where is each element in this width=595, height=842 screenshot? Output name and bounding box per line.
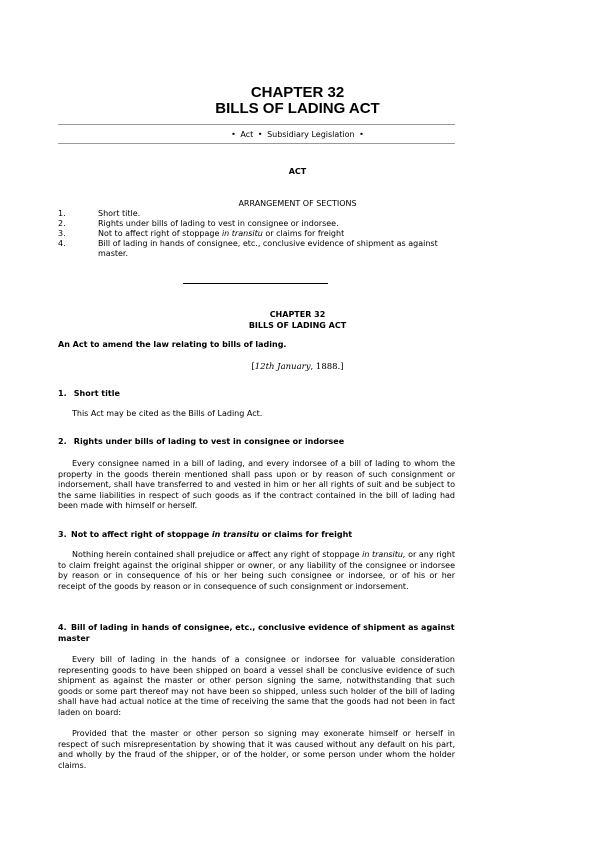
subsidiary-legislation-link[interactable]: Subsidiary Legislation	[267, 130, 355, 139]
toc-text-part: Not to affect right of stoppage	[98, 229, 222, 238]
navigation-links	[0, 130, 595, 139]
act-title: BILLS OF LADING ACT	[215, 100, 380, 117]
section-3-text	[58, 550, 455, 592]
top-divider	[58, 124, 455, 125]
toc-item[interactable]	[58, 219, 458, 229]
toc-text: Rights under bills of lading to vest in consignee or indorsee.	[98, 219, 339, 228]
section-number: 3.	[58, 530, 67, 539]
section-1-heading	[58, 389, 455, 400]
nav-bullet: •	[359, 130, 364, 139]
toc-item[interactable]	[58, 229, 458, 239]
toc-number: 2.	[58, 219, 66, 228]
toc-number: 4.	[58, 239, 66, 248]
section-1-text: This Act may be cited as the Bills of Lading Act.	[72, 409, 263, 418]
nav-bottom-divider	[58, 143, 455, 144]
section-heading-text: Not to affect right of stoppage	[71, 530, 212, 539]
section-number: 1.	[58, 389, 67, 398]
section-text-part: Nothing herein contained shall prejudice or affect any right of stoppage	[72, 550, 363, 559]
section-heading-text: Bill of lading in hands of consignee, etc., conclusive evidence of shipment as against master	[58, 623, 455, 643]
act-link[interactable]: Act	[240, 130, 254, 139]
date-rest: , 1888.]	[310, 362, 344, 372]
toc-item[interactable]	[58, 239, 458, 259]
body-chapter-title: CHAPTER 32	[269, 310, 326, 319]
toc-text	[98, 229, 458, 239]
long-title: An Act to amend the law relating to bills of lading.	[58, 340, 287, 349]
toc-item[interactable]	[58, 209, 458, 219]
toc-text-part: or claims for freight	[262, 229, 345, 238]
arrangement-title: ARRANGEMENT OF SECTIONS	[238, 199, 357, 208]
section-2-text: Every consignee named in a bill of lading, and every indorsee of a bill of lading to whom the property in the goods therein mentioned shall pass upon or by reason of such consignment or indorsement, shall have transferred to and vested in him or her all rights of suit and be subject to the same liabilities in respect of such goods as if the contract contained in the bill of lading had been made with himself or herself.	[58, 459, 455, 510]
toc-number: 1.	[58, 209, 66, 218]
section-divider	[183, 283, 328, 284]
toc-text-italic: in transitu	[221, 229, 263, 238]
section-text-part: or any right to claim freight against the original shipper or owner, or any liability of the consignee or indorsee by reason or in consequence of his or her being such consignee or indorsee, or of his or her receipt of the goods by reason or in consequence of such consignment or indorsement.	[58, 550, 455, 591]
toc-text: Bill of lading in hands of consignee, etc., conclusive evidence of shipment as against master.	[98, 239, 438, 258]
date-italic: 12th January	[254, 362, 311, 372]
section-4-heading	[58, 623, 455, 644]
section-text-italic: in transitu,	[362, 550, 406, 559]
section-number: 4.	[58, 623, 67, 632]
date-bracket: [	[251, 362, 255, 372]
section-heading-italic: in transitu	[211, 530, 260, 539]
body-act-title: BILLS OF LADING ACT	[248, 321, 347, 330]
section-2-heading	[58, 437, 455, 448]
table-of-contents	[58, 209, 458, 259]
section-heading-text: Short title	[73, 389, 120, 398]
section-4-text: Every bill of lading in the hands of a consignee or indorsee for valuable consideration representing goods to have been shipped on board a vessel shall be conclusive evidence of such shipment as against the master or other person signing the same, notwithstanding that such goods or some part thereof may not have been so shipped, unless such holder of the bill of lading shall have had actual notice at the time of receiving the same that the goods had not been in fact laden on board:	[58, 655, 455, 717]
toc-number: 3.	[58, 229, 66, 238]
act-label: ACT	[288, 167, 307, 176]
section-3-heading	[58, 530, 455, 541]
nav-bullet: •	[231, 130, 236, 139]
section-heading-text: or claims for freight	[259, 530, 353, 539]
nav-bullet: •	[257, 130, 263, 139]
section-heading-text: Rights under bills of lading to vest in consignee or indorsee	[73, 437, 345, 446]
section-4-proviso: Provided that the master or other person so signing may exonerate himself or herself in respect of such misrepresentation by showing that it was caused without any default on his part, and wholly by the fraud of the shipper, or of the holder, or some person under whom the holder claims.	[58, 729, 455, 770]
section-number: 2.	[58, 437, 67, 446]
commencement-date	[0, 362, 595, 372]
toc-text: Short title.	[98, 209, 141, 218]
chapter-title: CHAPTER 32	[250, 84, 345, 101]
